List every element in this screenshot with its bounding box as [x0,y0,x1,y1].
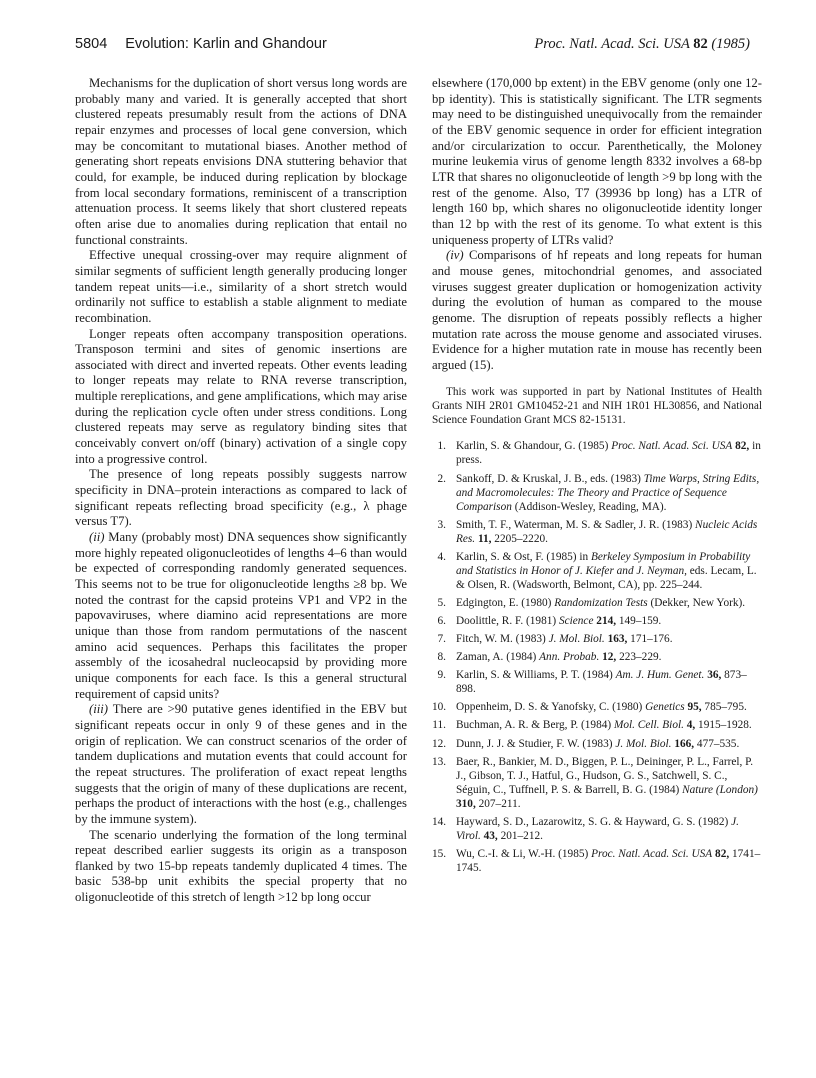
reference-source: Nature (London) [682,783,758,796]
reference-pages: 149–159. [616,614,662,627]
reference-authors: Karlin, S. & Williams, P. T. (1984) [456,669,616,682]
reference-source: Am. J. Hum. Genet. [615,669,705,682]
reference-volume: 214, [593,614,617,627]
reference-number: 7. [437,633,446,646]
reference-number: 6. [437,614,446,627]
page-number: 5804 [75,36,108,52]
reference-number: 10. [432,701,447,714]
right-column [432,76,762,879]
paragraph: The scenario underlying the formation of the long terminal repeat described earlier suggests its origin as a transposon flanked by two 15-bp repeats tandemly duplicated 4 times. The basic 538-bp unit exhibits the special property that no oligonucleotide of this stretch of length >12 bp long occur [75,827,407,905]
reference-source: J. Mol. Biol. [615,737,672,750]
reference-number: 14. [432,815,447,828]
reference-authors: Wu, C.-I. & Li, W.-H. (1985) [456,847,592,860]
reference-item [432,737,762,751]
reference-pages: eds. Lecam, L. & Olsen, R. (Wadsworth, Belmont, CA), pp. 225–244. [456,564,757,591]
reference-volume: 43, [480,829,498,842]
reference-volume: 163, [604,633,628,646]
reference-volume: 310, [456,797,476,810]
reference-source: J. Mol. Biol. [548,633,605,646]
reference-item [432,439,762,467]
reference-source: Proc. Natl. Acad. Sci. USA [611,440,733,453]
item-text: Comparisons of hf repeats and long repeats for human and mouse genes, mitochondrial genomes, and associated viruses suggest greater duplication or homogenization activity during the evolution of human as compared to the mouse genome. The disruption of repeats possibly reflects a higher mutation rate across the mouse genome and associated viruses. Evidence for a higher mutation rate in mouse has recently been argued (15). [432,248,762,372]
paragraph: elsewhere (170,000 bp extent) in the EBV genome (only one 12-bp identity). This is statistically significant. The LTR segments may need to be distinguished unequivocally from the remainder of the EBV genomic sequence in order for efficient integration and/or circularization to occur. Parenthetically, the Moloney murine leukemia virus of genome length 8332 involves a 68-bp LTR that shares no oligonucleotide of length >9 bp long with the rest of the genome. Also, T7 (39936 bp long) has a LTR of length 160 bp, which shares no oligonucleotide identity longer than 12 bp with the rest of its genome. To what extent is this uniqueness property of LTRs valid? [432,76,762,247]
reference-number: 4. [437,550,446,563]
paragraph [75,702,407,827]
reference-item [432,650,762,664]
reference-source: Ann. Probab. [539,651,600,664]
reference-authors: Sankoff, D. & Kruskal, J. B., eds. (1983) [456,472,644,485]
reference-authors: Oppenheim, D. S. & Yanofsky, C. (1980) [456,701,646,714]
reference-number: 8. [437,651,446,664]
reference-authors: Fitch, W. M. (1983) [456,633,549,646]
reference-source: Randomization Tests [554,596,648,609]
reference-volume: 36, [704,669,722,682]
reference-pages: (Addison-Wesley, Reading, MA). [511,500,667,513]
reference-volume: 82, [712,847,730,860]
reference-authors: Buchman, A. R. & Berg, P. (1984) [456,719,614,732]
reference-item [432,614,762,628]
page-header [75,36,750,58]
reference-pages: 1915–1928. [695,719,752,732]
left-column [75,76,407,906]
reference-source: Genetics [645,701,685,714]
reference-source: J. Virol. [456,815,739,842]
item-text: There are >90 putative genes identified in the EBV but significant repeats occur in only 9 of these genes and in the origin of replication. We can construct scenarios of the order of tandem duplications and mutation events that could account for the repeat structures. The proliferation of exact repeat lengths suggests that the origin of many of these duplications are recent, perhaps the product of interactions with the host (e.g., challenges by the immune system). [75,702,407,826]
reference-authors: Edgington, E. (1980) [456,596,555,609]
reference-pages: 873–898. [456,669,747,696]
item-text: Many (probably most) DNA sequences show significantly more highly repeated oligonucleotides of lengths 4–6 than would be expected of corresponding randomly generated sequences. This seems not to be true for oligonucleotide lengths ≥8 bp. We noted the contrast for the capsid proteins VP1 and VP2 in the papovaviruses, where diamino acid representations are more unique than those from random permutations of the nascent amino acid sequences. Perhaps this facilitates the proper assembly of the icosahedral nucleocapsid by providing more unique components for each face. Is this a general structural requirement of capsid units? [75,530,407,701]
reference-number: 5. [437,596,446,609]
reference-pages: in press. [456,440,761,467]
reference-authors: Smith, T. F., Waterman, M. S. & Sadler, J. R. (1983) [456,518,696,531]
reference-number: 13. [432,755,447,768]
paragraph: Effective unequal crossing-over may require alignment of similar segments of sufficient length generally producing longer tandem repeat units—i.e., similarity of a short stretch would ordinarily not suffice to establish a stable alignment to mediate recombination. [75,248,407,325]
reference-item [432,847,762,875]
reference-number: 1. [437,440,446,453]
section-title: Evolution: Karlin and Ghandour [125,36,327,52]
reference-pages: (Dekker, New York). [647,596,746,609]
reference-authors: Baer, R., Bankier, M. D., Biggen, P. L., Deininger, P. L., Farrel, P. J., Gibson, T. J., Hatful, G., Hudson, G. S., Satchwell, S. C., Séguin, C., Tuffnell, P. S. & Barrell, B. G. (1984) [456,755,754,796]
reference-authors: Doolittle, R. F. (1981) [456,614,559,627]
reference-item [432,700,762,714]
reference-volume: 11, [475,532,492,545]
journal-citation [534,36,750,53]
reference-pages: 2205–2220. [491,532,548,545]
journal-name: Proc. Natl. Acad. Sci. USA [534,36,690,52]
reference-source: Proc. Natl. Acad. Sci. USA [591,847,713,860]
reference-authors: Dunn, J. J. & Studier, F. W. (1983) [456,737,616,750]
header-left [75,36,327,52]
reference-list [432,439,762,874]
paragraph [432,248,762,373]
reference-authors: Zaman, A. (1984) [456,651,540,664]
reference-volume: 95, [684,701,702,714]
reference-authors: Karlin, S. & Ghandour, G. (1985) [456,440,612,453]
item-label: (iii) [89,702,109,717]
reference-number: 9. [437,669,446,682]
reference-pages: 1741–1745. [456,847,761,874]
reference-number: 3. [437,518,446,531]
reference-item [432,472,762,514]
reference-pages: 207–211. [475,797,521,810]
reference-volume: 82, [732,440,750,453]
reference-item [432,668,762,696]
reference-item [432,596,762,610]
reference-item [432,518,762,546]
reference-source: Mol. Cell. Biol. [613,719,684,732]
paragraph: Longer repeats often accompany transposition operations. Transposon termini and sites of genomic insertions are associated with direct and inverted repeats. Other events leading to longer repeats may relate to RNA reverse transcription, multiple rereplications, and gene amplifications, which may arise during the replication cycle often under stress conditions. Long clustered repeats may serve as regulatory binding sites that conceivably convert on/off (binary) activation of a single copy into a progressive control. [75,326,407,466]
reference-number: 15. [432,847,447,860]
reference-pages: 201–212. [497,829,543,842]
reference-source: Time Warps, String Edits, and Macromolecules: The Theory and Practice of Sequence Comparison [456,472,760,513]
reference-volume: 166, [671,737,695,750]
reference-item [432,815,762,843]
paragraph [75,530,407,702]
reference-number: 12. [432,737,447,750]
item-label: (iv) [446,248,464,263]
acknowledgment: This work was supported in part by National Institutes of Health Grants NIH 2R01 GM10452-21 and NIH 1R01 HL30856, and National Science Foundation Grant MCS 82-15131. [432,386,762,427]
reference-pages: 223–229. [616,651,662,664]
reference-source: Berkeley Symposium in Probability and Statistics in Honor of J. Kiefer and J. Neyman, [456,550,751,577]
journal-volume: 82 [693,36,708,52]
reference-authors: Karlin, S. & Ost, F. (1985) in [456,550,591,563]
item-label: (ii) [89,530,105,545]
reference-authors: Hayward, S. D., Lazarowitz, S. G. & Hayward, G. S. (1982) [456,815,732,828]
reference-item [432,550,762,592]
paragraph: Mechanisms for the duplication of short versus long words are probably many and varied. It is generally accepted that short clustered repeats presumably result from the actions of DNA repair enzymes and processes of local gene conversion, which may be concomitant to mutational biases. Another method of generating short repeats envisions DNA stuttering behavior that could, for example, be induced during replication by blockage from local secondary formations, reminiscent of a transcription attenuation process. It seems likely that short clustered repeats often arise due to anomalies during replication that entail no functional constraints. [75,76,407,247]
reference-volume: 4, [683,719,696,732]
reference-pages: 477–535. [694,737,740,750]
reference-item [432,755,762,811]
reference-item [432,718,762,732]
reference-source: Nucleic Acids Res. [456,518,758,545]
reference-pages: 171–176. [627,633,673,646]
reference-item [432,632,762,646]
paragraph: The presence of long repeats possibly suggests narrow specificity in DNA–protein interactions as compared to lack of significant repeats reflecting broad specificity (e.g., λ phage versus T7). [75,467,407,529]
reference-source: Science [558,614,594,627]
reference-number: 11. [432,719,446,732]
reference-pages: 785–795. [701,701,747,714]
reference-volume: 12, [599,651,617,664]
journal-year: (1985) [711,36,750,52]
reference-number: 2. [437,472,446,485]
